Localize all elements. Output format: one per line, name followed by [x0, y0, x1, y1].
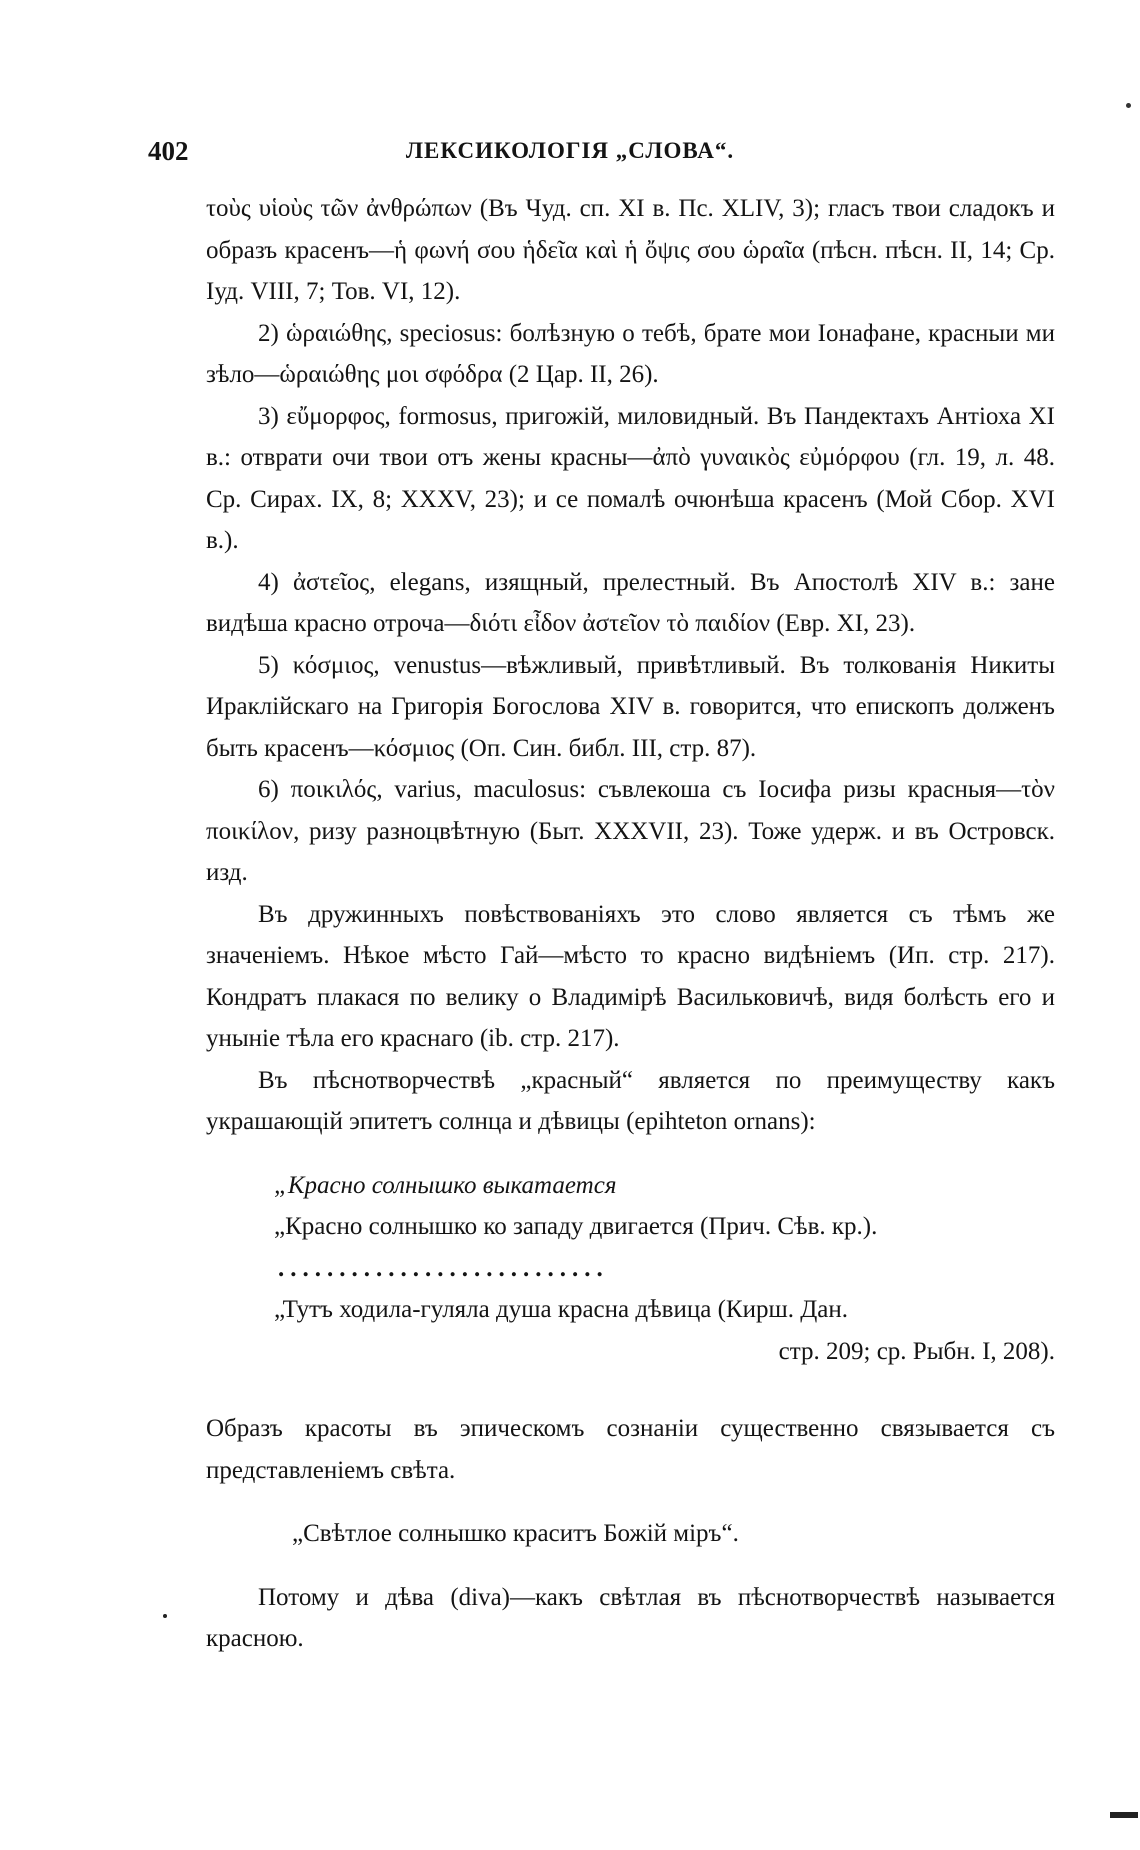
verse-line-4: стр. 209; ср. Рыбн. I, 208). — [778, 1337, 1055, 1365]
running-title: ЛЕКСИКОЛОГІЯ „СЛОВА“. — [405, 138, 735, 163]
scan-mark — [1110, 1812, 1138, 1818]
paragraph-sense-4: 4) ἀστεῖος, elegans, изящный, прелестный. Въ Апостолѣ XIV в.: зане видѣша красно отроча—διότι εἶδον ἀστεῖον τὸ παιδίον (Евр. XI, 23). — [206, 568, 1055, 637]
verse-ellipsis: ........................... — [278, 1254, 609, 1282]
paragraph-sense-3: 3) εὔμορφος, formosus, пригожій, миловидный. Въ Пандектахъ Антіоха XI в.: отврати очи твои отъ жены красны—ἀπὸ γυναικὸς εὐμόρφου (гл. 19, л. 48. Ср. Сирах. IX, 8; XXXV, 23); и се помалѣ очюнѣша красенъ (Мой Сбор. XVI в.). — [206, 402, 1055, 554]
paragraph-continuation: τοὺς υἱοὺς τῶν ἀνθρώπων (Въ Чуд. сп. XI в. Пс. XLIV, 3); гласъ твои сладокъ и образъ красенъ—ἡ φωνή σου ἡδεῖα καὶ ἡ ὄψις σου ὡραῖα (пѣсн. пѣсн. II, 14; Ср. Іуд. VIII, 7; Тов. VI, 12). — [206, 195, 1055, 305]
paragraph-sense-5: 5) κόσμιος, venustus—вѣжливый, привѣтливый. Въ толкованія Никиты Ираклійскаго на Григорія Богослова XIV в. говорится, что епископъ долженъ быть красенъ—κόσμιος (Оп. Син. библ. III, стр. 87). — [206, 651, 1055, 762]
paragraph-sense-6: 6) ποικιλός, varius, maculosus: съвлекоша съ Іосифа ризы красныя—τὸν ποικίλον, ризу разноцвѣтную (Быт. XXXVII, 23). Тоже удерж. и въ Островск. изд. — [206, 776, 1055, 886]
paragraph-folk-poetry: Въ пѣснотворчествѣ „красный“ является по преимуществу какъ украшающій эпитетъ солнца и дѣвицы (epihteton ornans): — [206, 1066, 1055, 1135]
paragraph-druzhina: Въ дружинныхъ повѣствованіяхъ это слово является съ тѣмъ же значеніемъ. Нѣкое мѣсто Гай—мѣсто то красно видѣніемъ (Ип. стр. 217). Кондратъ плакася по велику о Владимірѣ Васильковичѣ, видя болѣсть его и уныніе тѣла его краснаго (ib. стр. 217). — [206, 900, 1055, 1052]
paragraph-diva: Потому и дѣва (diva)—какъ свѣтлая въ пѣснотворчествѣ называется красною. — [206, 1583, 1055, 1652]
scan-speck — [163, 1614, 167, 1618]
verse-line-1: „Красно солнышко выкатается — [274, 1171, 617, 1199]
paragraph-sense-2: 2) ὡραιώθης, speciosus: болѣзную о тебѣ, брате мои Іонафане, красныи ми зѣло—ὡραιώθης μοι σφόδρα (2 Цар. II, 26). — [206, 319, 1055, 388]
page-body — [206, 188, 1055, 1660]
quote-bright-sun: „Свѣтлое солнышко краситъ Божій міръ“. — [292, 1520, 739, 1547]
page-header — [148, 136, 992, 172]
verse-line-2: „Красно солнышко ко западу двигается (Прич. Сѣв. кр.). — [274, 1213, 878, 1240]
verse-line-3: „Тутъ ходила-гуляла душа красна дѣвица (Кирш. Дан. — [274, 1296, 848, 1323]
page-number: 402 — [148, 136, 189, 166]
paragraph-beauty-light: Образъ красоты въ эпическомъ сознаніи существенно связывается съ представленіемъ свѣта. — [206, 1415, 1055, 1484]
scan-speck — [1126, 103, 1131, 108]
